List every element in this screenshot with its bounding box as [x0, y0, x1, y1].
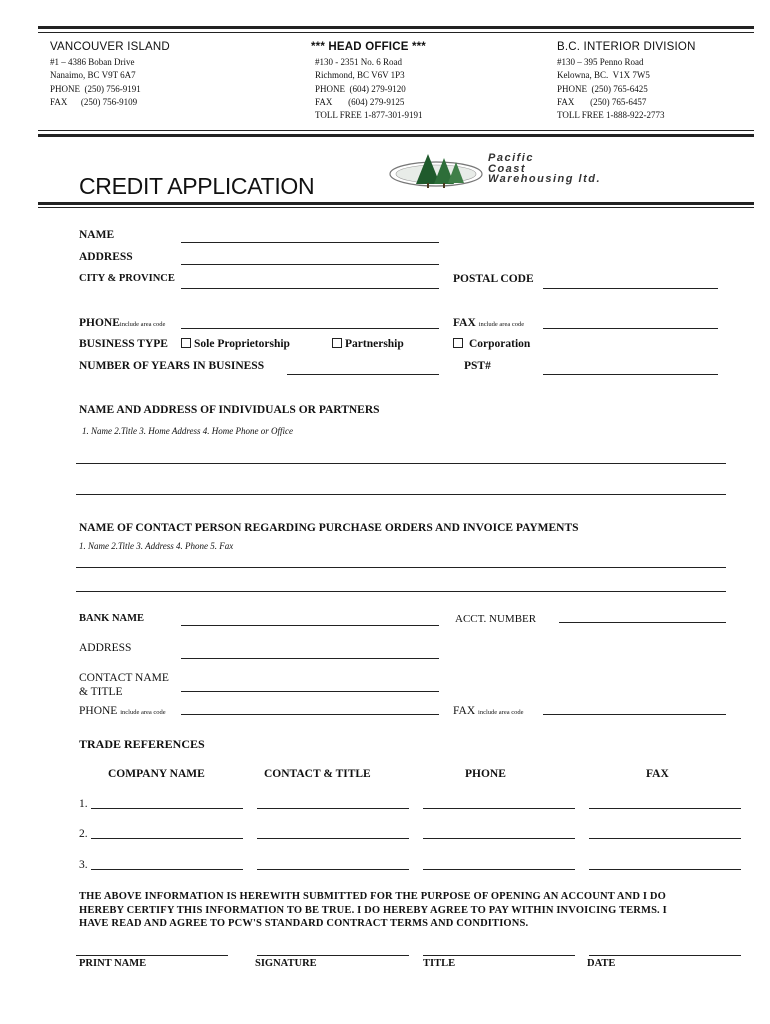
office-line: PHONE (250) 765-6425	[557, 83, 648, 94]
top-rule-thin	[38, 32, 754, 33]
office-interior	[557, 41, 696, 122]
individuals-line-1[interactable]	[76, 463, 726, 464]
trade-cell[interactable]	[589, 808, 741, 809]
contact-name-field[interactable]	[181, 691, 439, 692]
trade-cell[interactable]	[423, 808, 575, 809]
area-code-hint: include area code	[119, 321, 166, 328]
pst-field[interactable]	[543, 374, 718, 375]
office-line: #1 – 4386 Boban Drive	[50, 57, 135, 67]
fax-label-text: FAX	[453, 317, 476, 329]
contact-title-line: & TITLE	[79, 686, 123, 698]
trade-row-number: 2.	[79, 828, 88, 840]
partnership-option[interactable]	[332, 338, 404, 350]
trade-cell[interactable]	[91, 838, 243, 839]
individuals-hint: 1. Name 2.Title 3. Home Address 4. Home Phone or Office	[82, 426, 293, 436]
trade-cell[interactable]	[423, 838, 575, 839]
area-code-hint: include area code	[478, 709, 524, 716]
pst-label: PST#	[464, 360, 491, 372]
trade-col-phone: PHONE	[465, 768, 506, 780]
trade-cell[interactable]	[423, 869, 575, 870]
address-field[interactable]	[181, 264, 439, 265]
contact-heading: NAME OF CONTACT PERSON REGARDING PURCHASE ORDERS AND INVOICE PAYMENTS	[79, 522, 579, 534]
trade-row-number: 3.	[79, 859, 88, 871]
sole-proprietorship-option[interactable]	[181, 338, 290, 350]
trade-cell[interactable]	[257, 869, 409, 870]
phone-label	[79, 317, 165, 329]
contact-name-label	[79, 671, 169, 699]
fax-label	[453, 317, 524, 329]
trade-cell[interactable]	[589, 869, 741, 870]
logo-word: Warehousing ltd.	[488, 173, 602, 185]
bank-name-field[interactable]	[181, 625, 439, 626]
header-rule-thin	[38, 130, 754, 131]
city-label: CITY & PROVINCE	[79, 273, 175, 284]
bank-address-field[interactable]	[181, 658, 439, 659]
option-label: Sole Proprietorship	[194, 338, 290, 350]
contact-line-2[interactable]	[76, 591, 726, 592]
bank-phone-field[interactable]	[181, 714, 439, 715]
bank-address-label: ADDRESS	[79, 642, 132, 654]
contact-hint: 1. Name 2.Title 3. Address 4. Phone 5. Fax	[79, 541, 234, 551]
office-line: Richmond, BC V6V 1P3	[315, 70, 405, 81]
trade-cell[interactable]	[257, 808, 409, 809]
acct-number-field[interactable]	[559, 622, 726, 623]
phone-field[interactable]	[181, 328, 439, 329]
area-code-hint: include area code	[478, 321, 525, 328]
title-rule-thin	[38, 207, 754, 208]
option-label: Partnership	[345, 338, 404, 350]
date-label: DATE	[587, 958, 616, 969]
print-name-label: PRINT NAME	[79, 958, 147, 969]
tree-logo-icon	[388, 150, 488, 192]
years-label: NUMBER OF YEARS IN BUSINESS	[79, 360, 265, 372]
bank-fax-label	[453, 705, 524, 717]
contact-line-1[interactable]	[76, 567, 726, 568]
individuals-line-2[interactable]	[76, 494, 726, 495]
trade-col-contact: CONTACT & TITLE	[264, 768, 371, 780]
top-rule	[38, 26, 754, 29]
business-type-label: BUSINESS TYPE	[79, 338, 168, 350]
office-line: Nanaimo, BC V9T 6A7	[50, 70, 136, 81]
office-title: B.C. INTERIOR DIVISION	[557, 41, 696, 53]
office-line: FAX (250) 765-6457	[557, 96, 647, 107]
office-line: #130 – 395 Penno Road	[557, 57, 644, 67]
trade-row-number: 1.	[79, 798, 88, 810]
date-field[interactable]	[589, 955, 741, 956]
trade-cell[interactable]	[91, 808, 243, 809]
logo-word: Coast	[488, 162, 527, 175]
contact-name-line: CONTACT NAME	[79, 672, 169, 684]
corporation-option[interactable]	[453, 338, 530, 350]
name-label: NAME	[79, 229, 115, 241]
title-field[interactable]	[423, 955, 575, 956]
signature-field[interactable]	[257, 955, 409, 956]
bank-fax-field[interactable]	[543, 714, 726, 715]
bank-phone-label	[79, 705, 166, 717]
checkbox[interactable]	[453, 338, 463, 348]
legal-statement: THE ABOVE INFORMATION IS HEREWITH SUBMITTED FOR THE PURPOSE OF OPENING AN ACCOUNT AND I DO HEREBY CERTIFY THIS INFORMATION TO BE TRUE. I DO HEREBY AGREE TO PAY WITHIN INVOICING TERMS. I HAVE READ AND AGREE TO PCW'S STANDARD CONTRACT TERMS AND CONDITIONS.	[79, 891, 667, 929]
trade-heading: TRADE REFERENCES	[79, 737, 205, 751]
office-title: VANCOUVER ISLAND	[50, 41, 170, 53]
fax-field[interactable]	[543, 328, 718, 329]
office-line: FAX (604) 279-9125	[315, 96, 405, 107]
address-label: ADDRESS	[79, 251, 133, 263]
city-field[interactable]	[181, 288, 439, 289]
trade-col-fax: FAX	[646, 768, 669, 780]
trade-cell[interactable]	[589, 838, 741, 839]
office-head	[311, 41, 426, 122]
office-vancouver-island	[50, 41, 170, 109]
print-name-field[interactable]	[76, 955, 228, 956]
office-line: PHONE (604) 279-9120	[315, 83, 406, 94]
option-label: Corporation	[469, 338, 531, 350]
logo-word: Pacific	[488, 152, 534, 164]
bank-name-label: BANK NAME	[79, 613, 145, 624]
postal-field[interactable]	[543, 288, 718, 289]
office-title: *** HEAD OFFICE ***	[311, 41, 426, 53]
office-line: TOLL FREE 1-877-301-9191	[315, 110, 423, 121]
signature-label: SIGNATURE	[255, 958, 317, 969]
trade-cell[interactable]	[257, 838, 409, 839]
name-field[interactable]	[181, 242, 439, 243]
phone-label-text: PHONE	[79, 317, 120, 329]
checkbox[interactable]	[181, 338, 191, 348]
office-line: PHONE (250) 756-9191	[50, 83, 141, 94]
individuals-heading: NAME AND ADDRESS OF INDIVIDUALS OR PARTNERS	[79, 404, 380, 416]
bank-phone-text: PHONE	[79, 705, 118, 717]
company-logo	[388, 150, 668, 192]
form-title: CREDIT APPLICATION	[79, 173, 315, 199]
area-code-hint: include area code	[120, 709, 166, 716]
title-rule	[38, 202, 754, 205]
checkbox[interactable]	[332, 338, 342, 348]
office-line: FAX (250) 756-9109	[50, 96, 138, 107]
office-line: TOLL FREE 1-888-922-2773	[557, 110, 665, 121]
acct-number-label: ACCT. NUMBER	[455, 613, 537, 625]
office-line: #130 - 2351 No. 6 Road	[315, 57, 402, 67]
office-line: Kelowna, BC. V1X 7W5	[557, 70, 650, 81]
bank-fax-text: FAX	[453, 705, 476, 717]
postal-label: POSTAL CODE	[453, 273, 534, 285]
title-label: TITLE	[423, 958, 456, 969]
trade-col-company: COMPANY NAME	[108, 768, 205, 780]
trade-cell[interactable]	[91, 869, 243, 870]
header-rule	[38, 134, 754, 137]
years-field[interactable]	[287, 374, 439, 375]
